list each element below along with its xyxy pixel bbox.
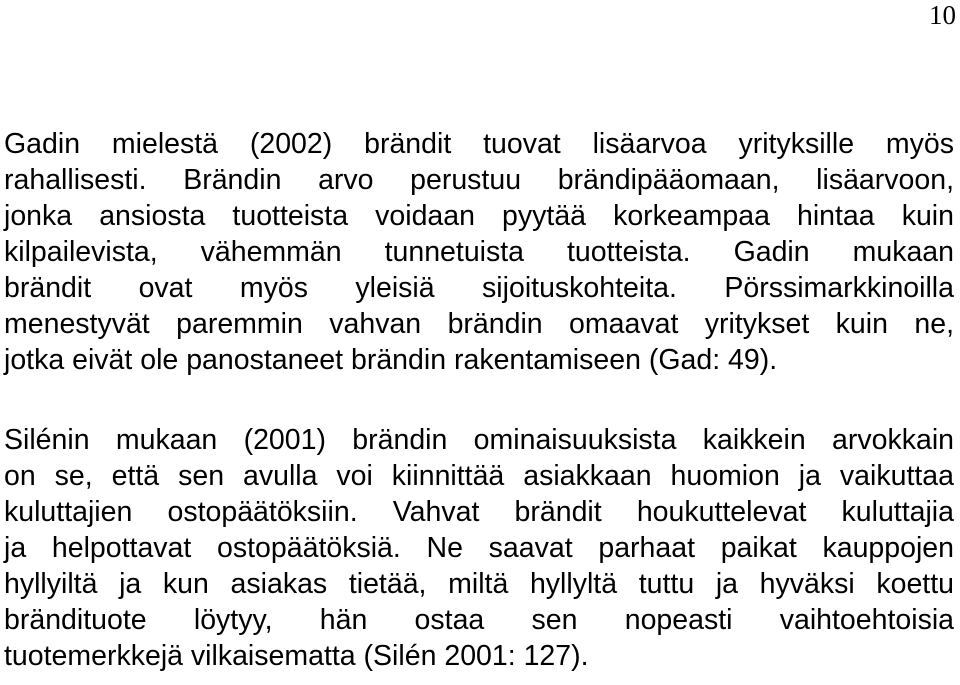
paragraph-2-line: kuluttajien ostopäätöksiin. Vahvat brändit houkuttelevat kuluttajia [4, 496, 954, 528]
paragraph-1-line: Gadin mielestä (2002) brändit tuovat lisäarvoa yrityksille myös [4, 128, 954, 160]
paragraph-2-line: tuotemerkkejä vilkaisematta (Silén 2001: 127). [4, 640, 589, 672]
paragraph-1-line: rahallisesti. Brändin arvo perustuu brändipääomaan, lisäarvoon, [4, 164, 954, 196]
paragraph-1-line: jotka eivät ole panostaneet brändin rakentamiseen (Gad: 49). [4, 344, 778, 376]
paragraph-2-line: brändituote löytyy, hän ostaa sen nopeasti vaihtoehtoisia [4, 604, 954, 636]
paragraph-2-line: Silénin mukaan (2001) brändin ominaisuuksista kaikkein arvokkain [4, 424, 954, 456]
paragraph-2-line: on se, että sen avulla voi kiinnittää asiakkaan huomion ja vaikuttaa [4, 460, 954, 492]
paragraph-1-line: jonka ansiosta tuotteista voidaan pyytää korkeampaa hintaa kuin [4, 200, 954, 232]
page-number: 10 [929, 0, 956, 30]
paragraph-1-line: kilpailevista, vähemmän tunnetuista tuotteista. Gadin mukaan [4, 236, 954, 268]
paragraph-1-line: menestyvät paremmin vahvan brändin omaavat yritykset kuin ne, [4, 308, 954, 340]
paragraph-2-line: ja helpottavat ostopäätöksiä. Ne saavat parhaat paikat kauppojen [4, 532, 954, 564]
paragraph-2-line: hyllyiltä ja kun asiakas tietää, miltä hyllyltä tuttu ja hyväksi koettu [4, 568, 954, 600]
paragraph-1-line: brändit ovat myös yleisiä sijoituskohteita. Pörssimarkkinoilla [4, 272, 954, 304]
